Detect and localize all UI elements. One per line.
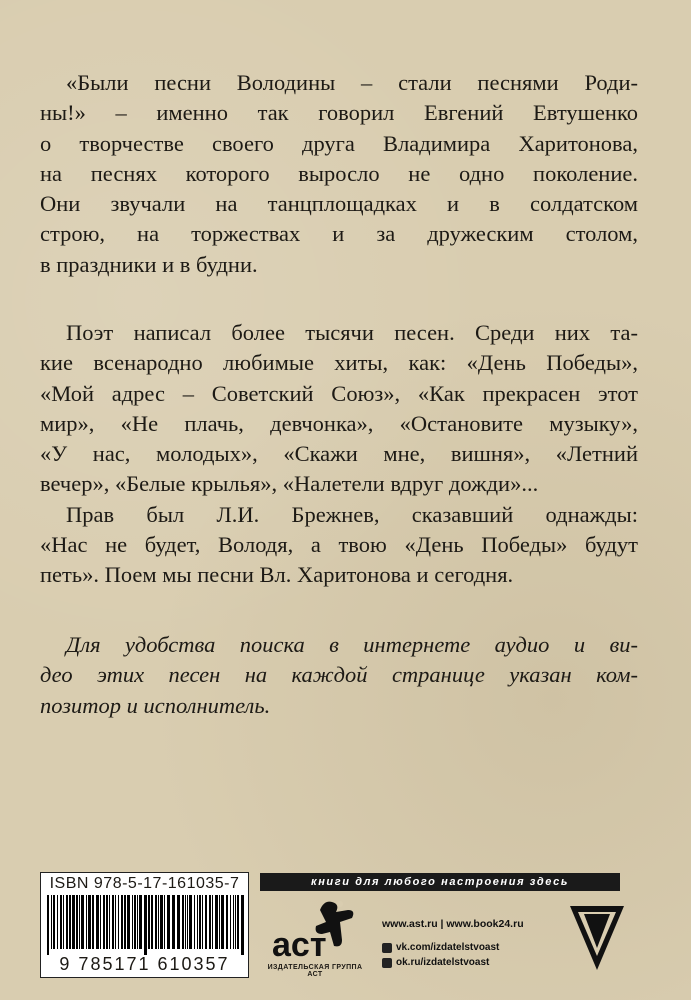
barcode-bar: [132, 895, 133, 949]
barcode-bar: [63, 895, 64, 949]
paragraph-intro: [40, 68, 638, 280]
text-line: Поэт написал более тысячи песен. Среди них та-: [66, 320, 638, 345]
barcode-bar: [219, 895, 220, 949]
barcode-bar: [237, 895, 239, 949]
barcode-bar: [197, 895, 198, 949]
text-line: «У нас, молодых», «Скажи мне, вишня», «Летний: [40, 441, 638, 467]
barcode-bar: [139, 895, 142, 949]
barcode-bar: [127, 895, 130, 949]
text-line: позитор и исполнитель.: [40, 692, 271, 718]
barcode-bar: [233, 895, 234, 949]
text-line: кие всенародно любимые хиты, как: «День Победы»,: [40, 350, 638, 376]
barcode-bar: [72, 895, 75, 949]
barcode-bar: [158, 895, 159, 949]
text-line: мир», «Не плачь, девчонка», «Остановите музыку»,: [40, 410, 638, 436]
publisher-logo: [262, 896, 368, 982]
barcode-bar: [47, 895, 49, 955]
isbn-barcode: [40, 872, 249, 978]
barcode-bar: [96, 895, 99, 949]
barcode-bar: [215, 895, 218, 949]
text-line: вечер», «Белые крылья», «Налетели вдруг дожди»...: [40, 471, 539, 497]
barcode-bar: [92, 895, 94, 949]
barcode-bar: [172, 895, 175, 949]
barcode-bar: [51, 895, 52, 949]
vk-link[interactable]: [382, 942, 562, 953]
slogan-banner: книги для любого настроения здесь: [260, 873, 620, 891]
text-line: строю, на торжествах и за дружеским столом,: [40, 221, 638, 247]
barcode-bar: [66, 895, 68, 949]
paragraph-songs: [40, 318, 638, 591]
barcode-bar: [81, 895, 84, 949]
ok-icon: [382, 958, 392, 968]
barcode-icon: [47, 895, 244, 955]
vk-icon: [382, 943, 392, 953]
barcode-bar: [160, 895, 163, 949]
ok-link[interactable]: [382, 957, 562, 968]
text-line: «Мой адрес – Советский Союз», «Как прекрасен этот: [40, 380, 638, 406]
text-line: ны!» – именно так говорил Евгений Евтушенко: [40, 100, 638, 126]
publisher-caption: ИЗДАТЕЛЬСКАЯ ГРУППА АСТ: [267, 964, 363, 978]
text-line: «Нас не будет, Володя, а твою «День Победы» будут: [40, 532, 638, 558]
barcode-bar: [124, 895, 126, 949]
isbn-label: ISBN 978-5-17-161035-7: [49, 875, 240, 892]
barcode-bar: [189, 895, 192, 949]
barcode-bar: [144, 895, 147, 955]
ast-logo-icon: [262, 896, 368, 964]
barcode-bar: [76, 895, 78, 949]
paragraph-search-note: [40, 630, 638, 721]
barcode-bar: [137, 895, 138, 949]
barcode-bar: [167, 895, 170, 949]
text-line: о творчестве своего друга Владимира Харитонова,: [40, 130, 638, 156]
barcode-bar: [212, 895, 213, 949]
text-line: Прав был Л.И. Брежнев, сказавший однажды:: [66, 501, 638, 527]
barcode-bar: [134, 895, 136, 949]
barcode-bar: [86, 895, 87, 949]
barcode-bar: [202, 895, 203, 949]
barcode-bar: [226, 895, 228, 949]
barcode-bar: [151, 895, 153, 949]
barcode-bar: [88, 895, 91, 949]
barcode-bar: [230, 895, 231, 949]
text-line: «Были песни Володины – стали песнями Роди-: [66, 70, 638, 95]
website-links[interactable]: www.ast.ru | www.book24.ru: [382, 918, 524, 930]
text-line: Для удобства поиска в интернете аудио и ви-: [66, 632, 638, 657]
v-logo-icon: [568, 904, 626, 972]
text-line: Они звучали на танцплощадках и в солдатском: [40, 191, 638, 217]
barcode-bar: [112, 895, 114, 949]
barcode-bar: [57, 895, 58, 949]
publisher-links: [382, 918, 562, 972]
barcode-bar: [205, 895, 207, 949]
barcode-bar: [109, 895, 110, 949]
barcode-bar: [100, 895, 101, 949]
barcode-bar: [194, 895, 195, 949]
barcode-bar: [199, 895, 201, 949]
barcode-bar: [69, 895, 71, 949]
barcode-bar: [187, 895, 188, 949]
barcode-bar: [53, 895, 55, 949]
text-line: на песнях которого выросло не одно поколение.: [40, 160, 638, 186]
barcode-bar: [177, 895, 180, 949]
text-line: део этих песен на каждой странице указан ком-: [40, 662, 638, 688]
barcode-digits: 9 785171 610357: [59, 954, 230, 974]
barcode-bar: [60, 895, 62, 949]
barcode-bar: [106, 895, 108, 949]
barcode-bar: [155, 895, 157, 949]
barcode-bar: [115, 895, 116, 949]
barcode-bar: [103, 895, 105, 949]
barcode-bar: [148, 895, 150, 949]
text-line: петь». Поем мы песни Вл. Харитонова и сегодня.: [40, 562, 514, 588]
barcode-bar: [209, 895, 211, 949]
barcode-bar: [121, 895, 123, 949]
barcode-bar: [79, 895, 80, 949]
vk-link-text: vk.com/izdatelstvoast: [396, 942, 500, 953]
barcode-bar: [185, 895, 186, 949]
barcode-bar: [164, 895, 165, 949]
ok-link-text: ok.ru/izdatelstvoast: [396, 957, 490, 968]
text-line: в праздники и в будни.: [40, 251, 258, 277]
barcode-bar: [182, 895, 184, 949]
barcode-bar: [241, 895, 244, 955]
logo-text: аст: [272, 926, 327, 964]
barcode-bar: [118, 895, 119, 949]
barcode-bar: [221, 895, 224, 949]
barcode-bar: [235, 895, 236, 949]
